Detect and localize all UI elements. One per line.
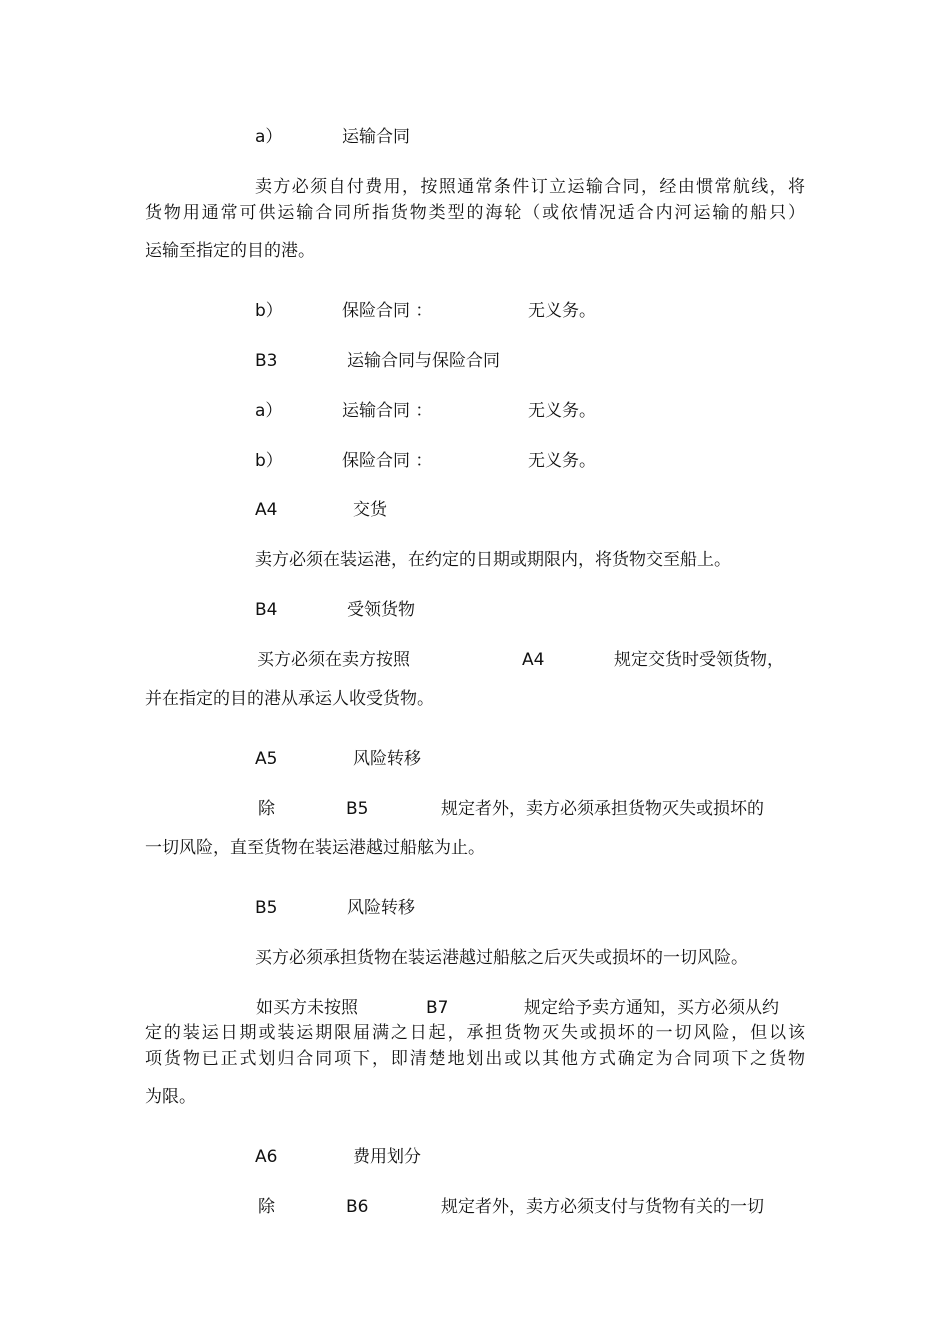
clause-label: b） bbox=[255, 451, 283, 471]
clause-title: 运输合同 ： bbox=[342, 401, 433, 421]
paragraph-line: 项货物已正式划归合同项下，即清楚地划出或以其他方式确定为合同项下之货物 bbox=[145, 1049, 805, 1069]
clause-text: 无义务。 bbox=[528, 451, 596, 471]
section-code: A4 bbox=[255, 500, 278, 520]
section-code: B4 bbox=[255, 600, 278, 620]
paragraph-line: 规定者外，卖方必须承担货物灭失或损坏的 bbox=[441, 799, 764, 819]
section-title: 运输合同与保险合同 bbox=[347, 351, 500, 371]
clause-title: 保险合同 ： bbox=[342, 451, 433, 471]
section-title: 费用划分 bbox=[353, 1147, 421, 1167]
clause-reference: A4 bbox=[522, 650, 545, 670]
paragraph-line: 如买方未按照 bbox=[256, 998, 358, 1018]
paragraph-line: 卖方必须自付费用，按照通常条件订立运输合同，经由惯常航线，将 bbox=[255, 177, 805, 197]
section-code: B5 bbox=[255, 898, 278, 918]
paragraph-line: 货物用通常可供运输合同所指货物类型的海轮（或依情况适合内河运输的船只） bbox=[145, 203, 805, 223]
section-code: B3 bbox=[255, 351, 278, 371]
section-code: A5 bbox=[255, 749, 278, 769]
clause-label: a） bbox=[255, 127, 283, 147]
section-code: A6 bbox=[255, 1147, 278, 1167]
clause-reference: B5 bbox=[346, 799, 369, 819]
paragraph-line: 一切风险，直至货物在装运港越过船舷为止。 bbox=[145, 838, 485, 858]
clause-title: 运输合同 bbox=[342, 127, 410, 147]
paragraph-line: 规定者外，卖方必须支付与货物有关的一切 bbox=[441, 1197, 764, 1217]
clause-reference: B7 bbox=[426, 998, 449, 1018]
paragraph-line: 买方必须承担货物在装运港越过船舷之后灭失或损坏的一切风险。 bbox=[255, 948, 748, 968]
paragraph-line: 规定给予卖方通知，买方必须从约 bbox=[524, 998, 779, 1018]
section-title: 风险转移 bbox=[353, 749, 421, 769]
paragraph-line: 买方必须在卖方按照 bbox=[257, 650, 410, 670]
paragraph-line: 卖方必须在装运港，在约定的日期或期限内，将货物交至船上。 bbox=[255, 550, 731, 570]
paragraph-line: 并在指定的目的港从承运人收受货物。 bbox=[145, 689, 434, 709]
paragraph-line: 定的装运日期或装运期限届满之日起，承担货物灭失或损坏的一切风险，但以该 bbox=[145, 1023, 805, 1043]
clause-text: 无义务。 bbox=[528, 401, 596, 421]
paragraph-line: 除 bbox=[258, 1197, 275, 1217]
clause-title: 保险合同 ： bbox=[342, 301, 433, 321]
section-title: 风险转移 bbox=[347, 898, 415, 918]
paragraph-line: 规定交货时受领货物， bbox=[614, 650, 784, 670]
paragraph-line: 运输至指定的目的港。 bbox=[145, 241, 315, 261]
section-title: 交货 bbox=[353, 500, 387, 520]
clause-label: a） bbox=[255, 401, 283, 421]
paragraph-line: 除 bbox=[258, 799, 275, 819]
paragraph-line: 为限。 bbox=[145, 1087, 196, 1107]
section-title: 受领货物 bbox=[347, 600, 415, 620]
clause-label: b） bbox=[255, 301, 283, 321]
clause-text: 无义务。 bbox=[528, 301, 596, 321]
clause-reference: B6 bbox=[346, 1197, 369, 1217]
